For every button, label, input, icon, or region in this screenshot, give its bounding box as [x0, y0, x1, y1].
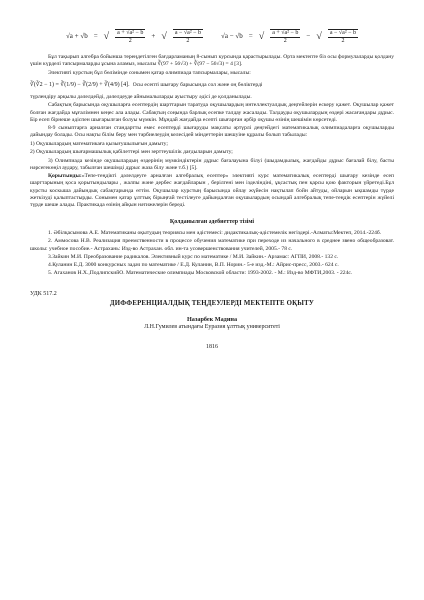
conclusion-text: «Тепе-теңдікті дәлелдеуге арналған алгебралық есептер» элективті курс математикалық есептерді шығару кезінде есеп шарттарының қоса қорытындылары , жалпы және дербес жағдайларын , берілгені мен ізделіндіні, ұқсастық пен қарсы қою факторын үйретеді.Бұл курсты коскыша дайындық сабақтарында өттім. Оқушылар курстың барысында ойлау жүйесін нақтылап бойн айтуды, ойларын ықшамды түрде жеткізуді қалыптастырды. Сонымен қатар ұлттық бірыңғай тестілеуге дайындалған оқушылардың осындай алгебралық тепе-теңдік есептерін жүйелі түрде шеше алады. Практикада өзінің айқын нәтижелерін береді.: [30, 173, 394, 208]
top-formula: √a + √b = √ $\frac{\text{a + √a² − b}}{2}$ + √ $\frac{\text{a − √a² − b}}{2}$ √a − √b = √ $\frac{\text{a + √a² − b}}{2}$ − √ $\frac{\text{a − √a² − b}}{2}$: [65, 29, 357, 44]
formula-term-1: $\frac{\text{a + √a² − b}}{2}$: [117, 29, 144, 44]
paragraph-conclusion: [30, 173, 394, 209]
conclusion-label: Қорытынды:: [48, 173, 82, 180]
olympiad-formula-text: Осы есепті шығару барысында сол және оң бөліктерді: [132, 82, 263, 89]
paragraph-intro: Бұл тақырып алгебра бойынша тереңдетілген бағдарламаның 8-сынып курсында қарастырылады. Орта мектепте біз осы формулаларды қолдану үшін күрделі тапсырмаларды ұсына аламыз, мысалы ∛(97 + 56√3) + ∛(97 − 56√3) = 4 [3].: [30, 54, 394, 68]
formula-lhs-2: √a − √b: [221, 32, 243, 41]
paragraph-olympiad: 8-9 сыныптарға арналған стандартты емес есептерді шығаруды мақсаты әртүрлі деңгейдегі математикалық олимпиадаларға оқушыларды дайындау болады. Осы нақты білім беру мен тәрбиелеудің келесідей міндеттерін шешуіне құралы болып табылады:: [30, 125, 394, 139]
paper-page: [30, 24, 394, 351]
page-number: 1816: [206, 343, 218, 350]
list-item-1: 1) Оқушылардың математикаға қызығушылығын дамыту;: [30, 140, 168, 147]
paragraph-elective: Элективті курстың бұл бөлімінде сонымен қатар олимпиада тапсырмалары, мысалы:: [48, 69, 251, 76]
formula-term-2: $\frac{\text{a − √a² − b}}{2}$: [174, 29, 201, 44]
reference-item: 4.Кулaнин Е.Д. 3000 конкурсных задач по математике / Е.Д. Куланин, В.П. Норин.- 5-е изд.-М.: Айрис-пресс, 2003.- 624 с.: [48, 261, 339, 268]
reference-item: 3.Зайкин М.И. Преобразование радикалов. Элективный курс по математике / М.И. Зайкин.- Арзамас: АГПИ, 2008.- 132 с.: [48, 253, 339, 260]
list-item-2: 2) Оқушылардың шығармашылық қабілеттері мен зерттеушілік дағдыларын дамыту;: [30, 149, 233, 156]
formula-minus: −: [306, 32, 311, 41]
udk-code: УДК 517.2: [30, 290, 57, 297]
formula-eq: =: [93, 32, 98, 41]
reference-item: 2. Аммосова Н.В. Реализация преемственности в процессе обучения математике при переходе из начального в среднее звено общеобразоват. школы: учебное пособие.- Астрахань: Изд-во Астрахан. обл. ин-та усовершенствования учителей, 2005.- 78 с.: [30, 238, 394, 252]
author-affiliation: Л.Н.Гумилев атындағы Еуразия ұлттық университеті: [144, 324, 280, 331]
article-title: ДИФФЕРЕНЦИАЛДЫҚ ТЕҢДЕУЛЕРДІ МЕКТЕПТЕ ОҚЫТУ: [109, 299, 315, 307]
olympiad-formula: ∛(∛2 − 1) = ∛(1/9) − ∛(2/9) + ∛(4/9) [4].: [30, 82, 130, 89]
formula-lhs: √a + √b: [65, 32, 88, 41]
formula-eq-2: =: [248, 32, 253, 41]
formula-plus: +: [151, 32, 156, 41]
author-name: Назарбек Мадина: [186, 316, 238, 324]
paragraph-proof: түрлендіру арқылы дәлелдейді, дәлелдеуде айнымалыларды ауыстыру әдісі де қолданылады.: [30, 93, 252, 100]
formula-term-3: $\frac{\text{a + √a² − b}}{2}$: [272, 29, 299, 44]
references-title: Қолданылған әдебиеттер тізімі: [169, 219, 255, 226]
reference-item: 5. Агаханов Н.Х.,ПодлипскийО. Математические олимпиады Московской области: 1993-2002. - М.: Изд-во МФТИ,2003. - 224с.: [48, 269, 353, 276]
reference-item: 1. Әбілқасымова А.Е. Математиканы оқытудың теориясы мен әдістемесі: дидактикалық-әдістемелік негіздері.-Алматы:Мектеп, 2014.-224б.: [48, 230, 382, 237]
paragraph-lesson: Сабақтың барысында оқушыларға есептердің шарттарын таратуда оқушылардың интеллектуалдық деңгейлерін ескеру қажет. Оқушылар қажет болған жағдайда мұғалімнен кеңес ала алады. Сабақтың соңында барлық есепке талдау жасалады. Талдауды оқушылардың өздері жасағандары дұрыс. Бір есеп бірнеше әдіспен шығарылған болуы мүмкін. Мұндай жағдайда есепті шығарған әрбір оқушы өзінің шешімін көрсетеді.: [30, 102, 394, 123]
formula-term-4: $\frac{\text{a − √a² − b}}{2}$: [329, 29, 357, 44]
list-item-3: 3) Олимпиада кезінде оқушылардың өздерінің мүмкіндіктерін дұрыс бағалауына білуі (шыдамдылық, жағдайды дұрыс бағалай білу, басты нәрсегекөңіл аудару, табылған шешімді дұрыс жаза білу және т.б.) [5].: [30, 157, 394, 171]
olympiad-formula-line: [30, 78, 394, 94]
